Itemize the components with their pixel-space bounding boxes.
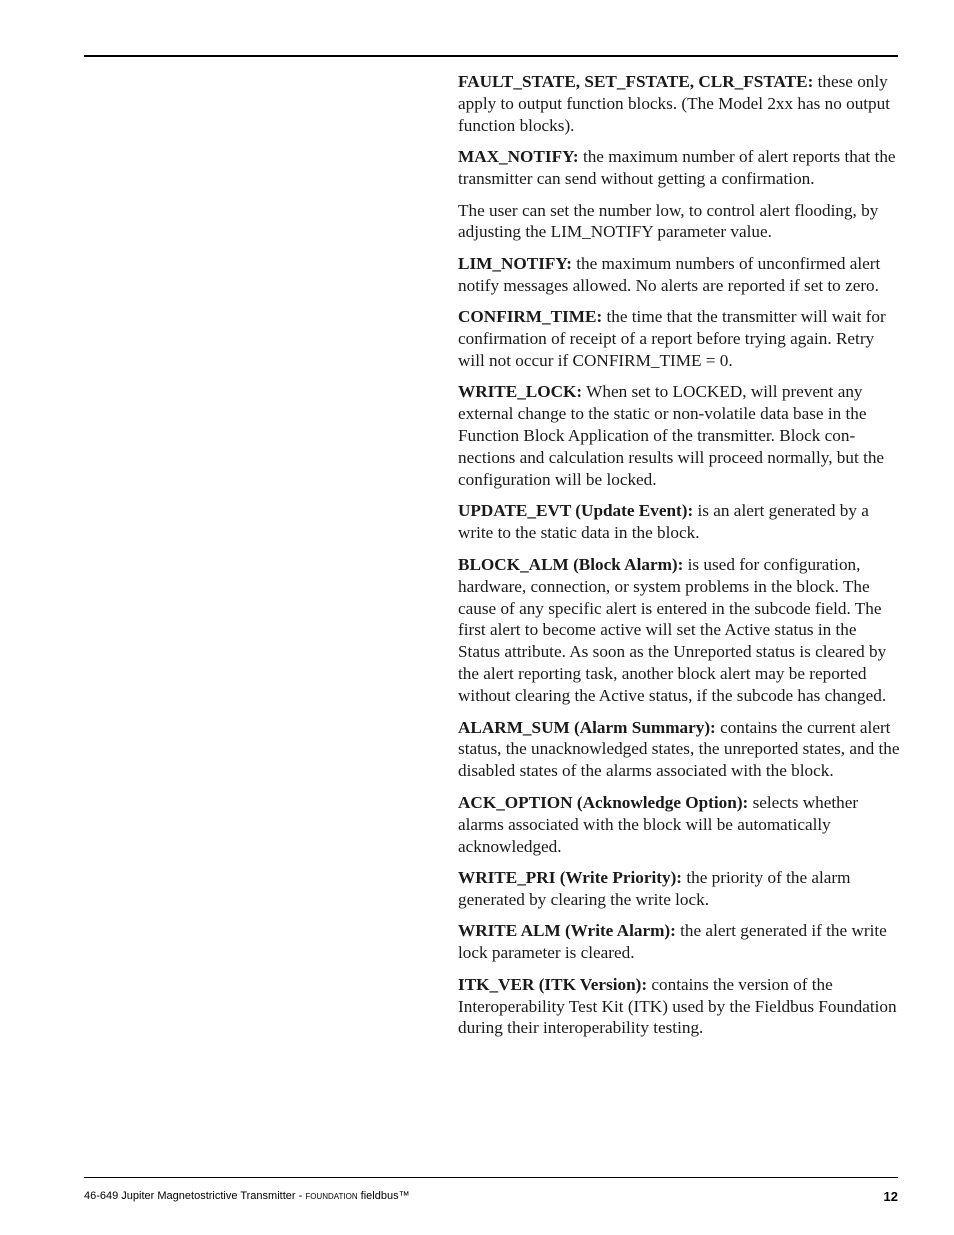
term-label: BLOCK_ALM (Block Alarm): bbox=[458, 554, 684, 574]
document-title-suffix: fieldbus™ bbox=[357, 1190, 410, 1202]
paragraph-max-notify bbox=[458, 146, 900, 190]
paragraph-write-lock bbox=[458, 381, 900, 491]
paragraph-alert-flooding bbox=[458, 200, 900, 244]
term-description: The user can set the number low, to control alert flooding, by adjusting the LIM_NOTIFY parameter value. bbox=[458, 200, 879, 242]
parameter-descriptions bbox=[458, 71, 900, 1049]
term-description: When set to LOCKED, will prevent any external change to the static or non-volatile data base in the Function Block Application of the transmitter. Block connections and calculation results will proceed normally, but the configuration will be locked. bbox=[458, 382, 885, 489]
paragraph-itk-ver bbox=[458, 974, 900, 1040]
term-description: the maximum numbers of unconfirmed alert notify messages allowed. No alerts are reported if set to zero. bbox=[458, 253, 881, 295]
term-label: ALARM_SUM (Alarm Summary): bbox=[458, 717, 716, 737]
term-label: FAULT_STATE, SET_FSTATE, CLR_FSTATE: bbox=[458, 72, 814, 91]
paragraph-confirm-time bbox=[458, 306, 900, 372]
page-number: 12 bbox=[883, 1189, 898, 1204]
term-label: CONFIRM_TIME: bbox=[458, 307, 603, 327]
document-title bbox=[84, 1190, 410, 1202]
footer-rule bbox=[84, 1177, 898, 1178]
term-label: WRITE_LOCK: bbox=[458, 382, 583, 402]
paragraph-write-pri bbox=[458, 867, 900, 911]
term-description: selects whether alarms associated with the block will be automatically acknowledged. bbox=[458, 792, 859, 856]
term-label: ITK_VER (ITK Version): bbox=[458, 974, 648, 994]
term-label: ACK_OPTION (Acknowledge Option): bbox=[458, 792, 749, 812]
term-label: WRITE ALM (Write Alarm): bbox=[458, 921, 676, 941]
paragraph-lim-notify bbox=[458, 253, 900, 297]
term-label: WRITE_PRI (Write Priority): bbox=[458, 868, 683, 887]
paragraph-alarm-sum bbox=[458, 717, 900, 783]
paragraph-block-alm bbox=[458, 554, 900, 707]
term-description: contains the version of the Interoperability Test Kit (ITK) used by the Fieldbus Foundation during their interoperability testing. bbox=[458, 974, 897, 1038]
term-label: LIM_NOTIFY: bbox=[458, 253, 572, 273]
term-description: the priority of the alarm generated by clearing the write lock. bbox=[458, 868, 851, 909]
term-description: is used for configuration, hardware, connection, or system problems in the block. The cause of any specific alert is entered in the subcode field. The first alert to become active will set the Active status in the Status attribute. As soon as the Unreported status is cleared by the alert reporting task, another block alert may be reported without clearing the Active status, if the subcode has changed. bbox=[458, 554, 887, 706]
header-rule bbox=[84, 55, 898, 57]
term-description: the time that the transmitter will wait for confirmation of receipt of a report before trying again. Retry will not occur if CONFIRM_TIME = 0. bbox=[458, 307, 886, 370]
term-description: these only apply to output function blocks. (The Model 2xx has no output function blocks). bbox=[458, 72, 891, 135]
document-title-smallcaps: FOUNDATION bbox=[305, 1192, 358, 1201]
document-title-prefix: 46-649 Jupiter Magnetostrictive Transmitter - bbox=[84, 1190, 306, 1202]
term-label: UPDATE_EVT (Update Event): bbox=[458, 501, 694, 521]
term-description: is an alert generated by a write to the static data in the block. bbox=[458, 501, 869, 543]
term-label: MAX_NOTIFY: bbox=[458, 147, 579, 167]
term-description: the maximum number of alert reports that the transmitter can send without getting a confirmation. bbox=[458, 147, 896, 189]
term-description: the alert generated if the write lock parameter is cleared. bbox=[458, 921, 887, 963]
paragraph-write-alm bbox=[458, 920, 900, 964]
term-description: contains the current alert status, the unacknowledged states, the unreported states, and the disabled states of the alarms associated with the block. bbox=[458, 717, 900, 781]
paragraph-ack-option bbox=[458, 792, 900, 858]
paragraph-update-evt bbox=[458, 500, 900, 544]
paragraph-fault-state bbox=[458, 71, 900, 137]
